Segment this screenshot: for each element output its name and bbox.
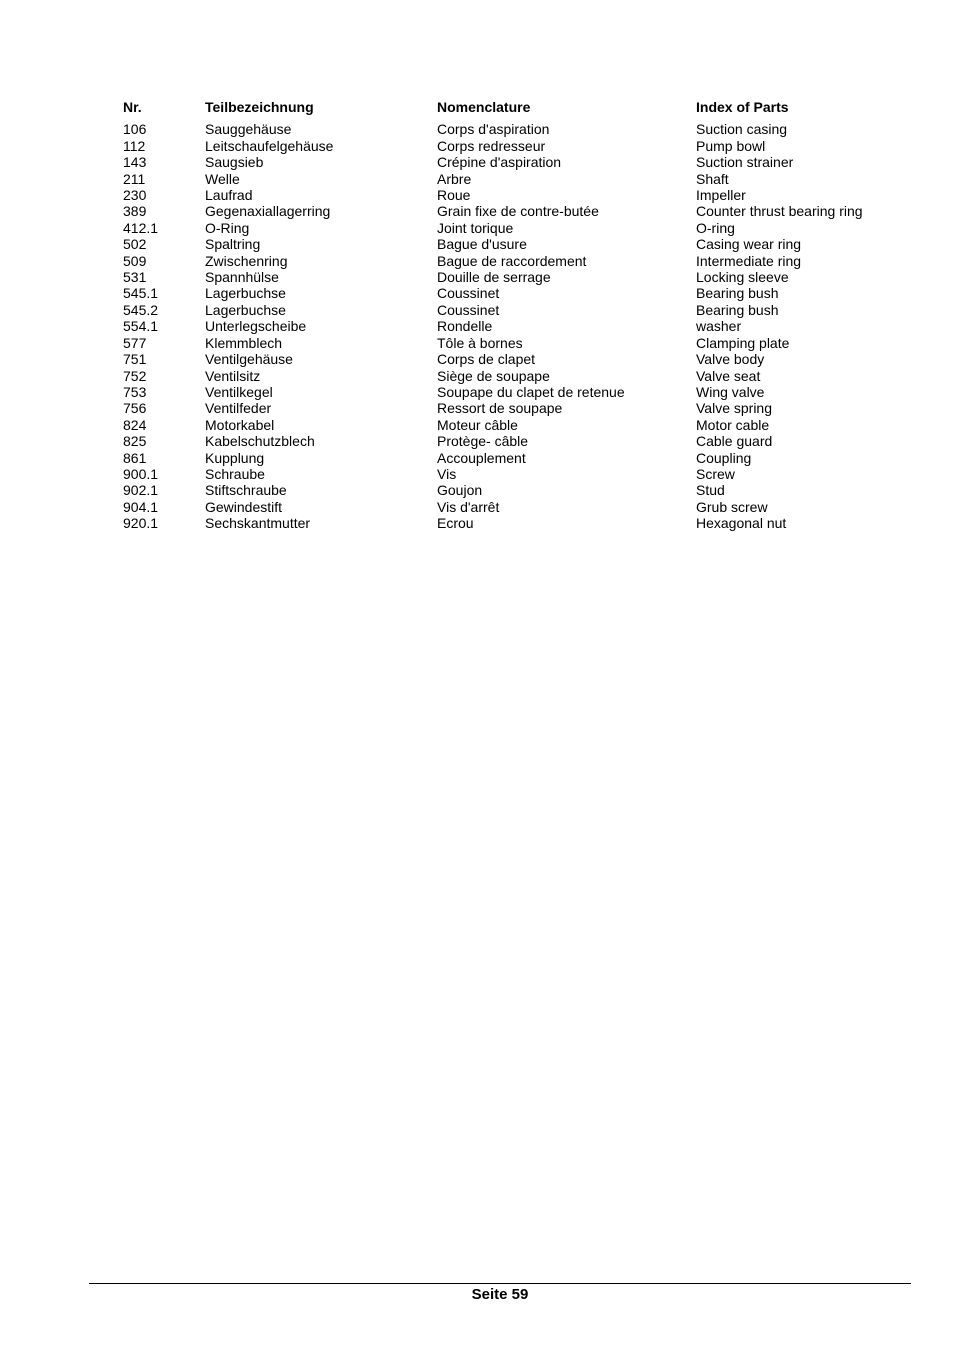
header-nomenclature: Nomenclature xyxy=(437,99,531,115)
cell-nomenclature: Ecrou xyxy=(437,515,474,532)
cell-teilbezeichnung: Zwischenring xyxy=(205,252,288,269)
cell-index-of-parts: Casing wear ring xyxy=(696,236,802,253)
cell-nr: 412.1 xyxy=(123,219,159,236)
table-row xyxy=(123,154,896,170)
cell-index-of-parts: Bearing bush xyxy=(696,301,779,318)
cell-nr: 502 xyxy=(123,236,147,253)
cell-nomenclature: Corps redresseur xyxy=(437,137,546,154)
cell-teilbezeichnung: Sechskantmutter xyxy=(205,515,311,532)
cell-teilbezeichnung: Kabelschutzblech xyxy=(205,433,315,450)
cell-nomenclature: Bague d'usure xyxy=(437,236,527,253)
cell-nr: 577 xyxy=(123,334,147,351)
parts-table-header xyxy=(123,99,896,121)
table-row xyxy=(123,302,896,318)
cell-teilbezeichnung: Ventilsitz xyxy=(205,367,261,384)
cell-nr: 545.2 xyxy=(123,301,159,318)
cell-nomenclature: Soupape du clapet de retenue xyxy=(437,383,625,400)
cell-teilbezeichnung: Motorkabel xyxy=(205,416,275,433)
cell-index-of-parts: Intermediate ring xyxy=(696,252,802,269)
cell-nomenclature: Joint torique xyxy=(437,219,514,236)
table-row xyxy=(123,351,896,367)
cell-nr: 753 xyxy=(123,383,147,400)
cell-nomenclature: Coussinet xyxy=(437,285,500,302)
cell-index-of-parts: Clamping plate xyxy=(696,334,790,351)
table-row xyxy=(123,466,896,482)
table-row xyxy=(123,203,896,219)
cell-teilbezeichnung: Spannhülse xyxy=(205,269,279,286)
table-row xyxy=(123,187,896,203)
cell-nr: 106 xyxy=(123,121,147,138)
cell-teilbezeichnung: Welle xyxy=(205,170,240,187)
cell-nr: 904.1 xyxy=(123,498,159,515)
table-row xyxy=(123,400,896,416)
cell-index-of-parts: Hexagonal nut xyxy=(696,515,787,532)
cell-index-of-parts: Shaft xyxy=(696,170,729,187)
header-index-of-parts: Index of Parts xyxy=(696,99,789,115)
cell-index-of-parts: Valve seat xyxy=(696,367,761,384)
cell-nomenclature: Vis xyxy=(437,465,457,482)
cell-index-of-parts: Grub screw xyxy=(696,498,768,515)
cell-teilbezeichnung: Spaltring xyxy=(205,236,261,253)
cell-index-of-parts: Coupling xyxy=(696,449,752,466)
table-row xyxy=(123,171,896,187)
header-row xyxy=(123,99,896,121)
cell-nomenclature: Ressort de soupape xyxy=(437,400,563,417)
cell-nomenclature: Goujon xyxy=(437,482,483,499)
header-teilbezeichnung: Teilbezeichnung xyxy=(205,99,314,115)
cell-nr: 545.1 xyxy=(123,285,159,302)
cell-nomenclature: Crépine d'aspiration xyxy=(437,154,562,171)
cell-nomenclature: Tôle à bornes xyxy=(437,334,523,351)
cell-nomenclature: Roue xyxy=(437,187,471,204)
parts-index-table xyxy=(123,99,896,532)
parts-table-body xyxy=(123,121,896,531)
cell-nr: 389 xyxy=(123,203,147,220)
cell-nomenclature: Coussinet xyxy=(437,301,500,318)
cell-nr: 531 xyxy=(123,269,147,286)
table-row xyxy=(123,433,896,449)
cell-index-of-parts: O-ring xyxy=(696,219,735,236)
cell-teilbezeichnung: Lagerbuchse xyxy=(205,301,286,318)
cell-nomenclature: Arbre xyxy=(437,170,472,187)
cell-nomenclature: Douille de serrage xyxy=(437,269,551,286)
table-row xyxy=(123,138,896,154)
cell-teilbezeichnung: Klemmblech xyxy=(205,334,283,351)
cell-index-of-parts: Cable guard xyxy=(696,433,773,450)
cell-teilbezeichnung: Kupplung xyxy=(205,449,265,466)
cell-nr: 900.1 xyxy=(123,465,159,482)
cell-index-of-parts: Bearing bush xyxy=(696,285,779,302)
table-row xyxy=(123,121,896,137)
cell-index-of-parts: Wing valve xyxy=(696,383,765,400)
table-row xyxy=(123,482,896,498)
cell-nomenclature: Grain fixe de contre-butée xyxy=(437,203,599,220)
table-row xyxy=(123,285,896,301)
cell-index-of-parts: Locking sleeve xyxy=(696,269,789,286)
cell-index-of-parts: Suction strainer xyxy=(696,154,794,171)
page-number: Seite 59 xyxy=(471,1286,529,1303)
cell-index-of-parts: Screw xyxy=(696,465,735,482)
cell-teilbezeichnung: O-Ring xyxy=(205,219,250,236)
cell-teilbezeichnung: Ventilkegel xyxy=(205,383,273,400)
cell-nomenclature: Vis d'arrêt xyxy=(437,498,500,515)
cell-nomenclature: Corps d'aspiration xyxy=(437,121,550,138)
cell-nr: 230 xyxy=(123,187,147,204)
cell-teilbezeichnung: Gewindestift xyxy=(205,498,283,515)
cell-index-of-parts: Impeller xyxy=(696,187,746,204)
cell-nr: 752 xyxy=(123,367,147,384)
cell-index-of-parts: Pump bowl xyxy=(696,137,766,154)
cell-nr: 902.1 xyxy=(123,482,159,499)
cell-nr: 143 xyxy=(123,154,147,171)
footer-divider xyxy=(89,1283,911,1284)
table-row xyxy=(123,384,896,400)
cell-teilbezeichnung: Sauggehäuse xyxy=(205,121,292,138)
cell-index-of-parts: Motor cable xyxy=(696,416,770,433)
cell-nomenclature: Rondelle xyxy=(437,318,493,335)
cell-teilbezeichnung: Laufrad xyxy=(205,187,253,204)
table-row xyxy=(123,499,896,515)
cell-nr: 554.1 xyxy=(123,318,159,335)
table-row xyxy=(123,417,896,433)
cell-teilbezeichnung: Leitschaufelgehäuse xyxy=(205,137,334,154)
cell-nr: 824 xyxy=(123,416,147,433)
cell-nomenclature: Corps de clapet xyxy=(437,351,536,368)
cell-nr: 112 xyxy=(123,137,146,154)
cell-nr: 751 xyxy=(123,351,147,368)
cell-nomenclature: Protège- câble xyxy=(437,433,529,450)
table-row xyxy=(123,335,896,351)
table-row xyxy=(123,220,896,236)
table-row xyxy=(123,368,896,384)
cell-index-of-parts: Stud xyxy=(696,482,725,499)
table-row xyxy=(123,450,896,466)
cell-index-of-parts: Counter thrust bearing ring xyxy=(696,203,863,220)
table-row xyxy=(123,318,896,334)
cell-teilbezeichnung: Lagerbuchse xyxy=(205,285,286,302)
cell-index-of-parts: Suction casing xyxy=(696,121,788,138)
cell-index-of-parts: Valve body xyxy=(696,351,765,368)
cell-teilbezeichnung: Unterlegscheibe xyxy=(205,318,307,335)
cell-nr: 756 xyxy=(123,400,147,417)
table-row xyxy=(123,515,896,531)
header-nr: Nr. xyxy=(123,99,142,115)
cell-nomenclature: Accouplement xyxy=(437,449,526,466)
cell-teilbezeichnung: Ventilfeder xyxy=(205,400,272,417)
cell-nr: 920.1 xyxy=(123,515,159,532)
table-row xyxy=(123,253,896,269)
cell-nr: 825 xyxy=(123,433,147,450)
table-row xyxy=(123,236,896,252)
cell-teilbezeichnung: Stiftschraube xyxy=(205,482,287,499)
cell-nomenclature: Bague de raccordement xyxy=(437,252,587,269)
cell-nr: 509 xyxy=(123,252,147,269)
cell-teilbezeichnung: Ventilgehäuse xyxy=(205,351,293,368)
cell-teilbezeichnung: Schraube xyxy=(205,465,265,482)
cell-nomenclature: Siège de soupape xyxy=(437,367,550,384)
table-row xyxy=(123,269,896,285)
cell-teilbezeichnung: Gegenaxiallagerring xyxy=(205,203,331,220)
cell-nr: 861 xyxy=(123,449,147,466)
cell-nr: 211 xyxy=(123,170,146,187)
cell-index-of-parts: Valve spring xyxy=(696,400,773,417)
cell-nomenclature: Moteur câble xyxy=(437,416,518,433)
cell-index-of-parts: washer xyxy=(696,318,742,335)
cell-teilbezeichnung: Saugsieb xyxy=(205,154,264,171)
